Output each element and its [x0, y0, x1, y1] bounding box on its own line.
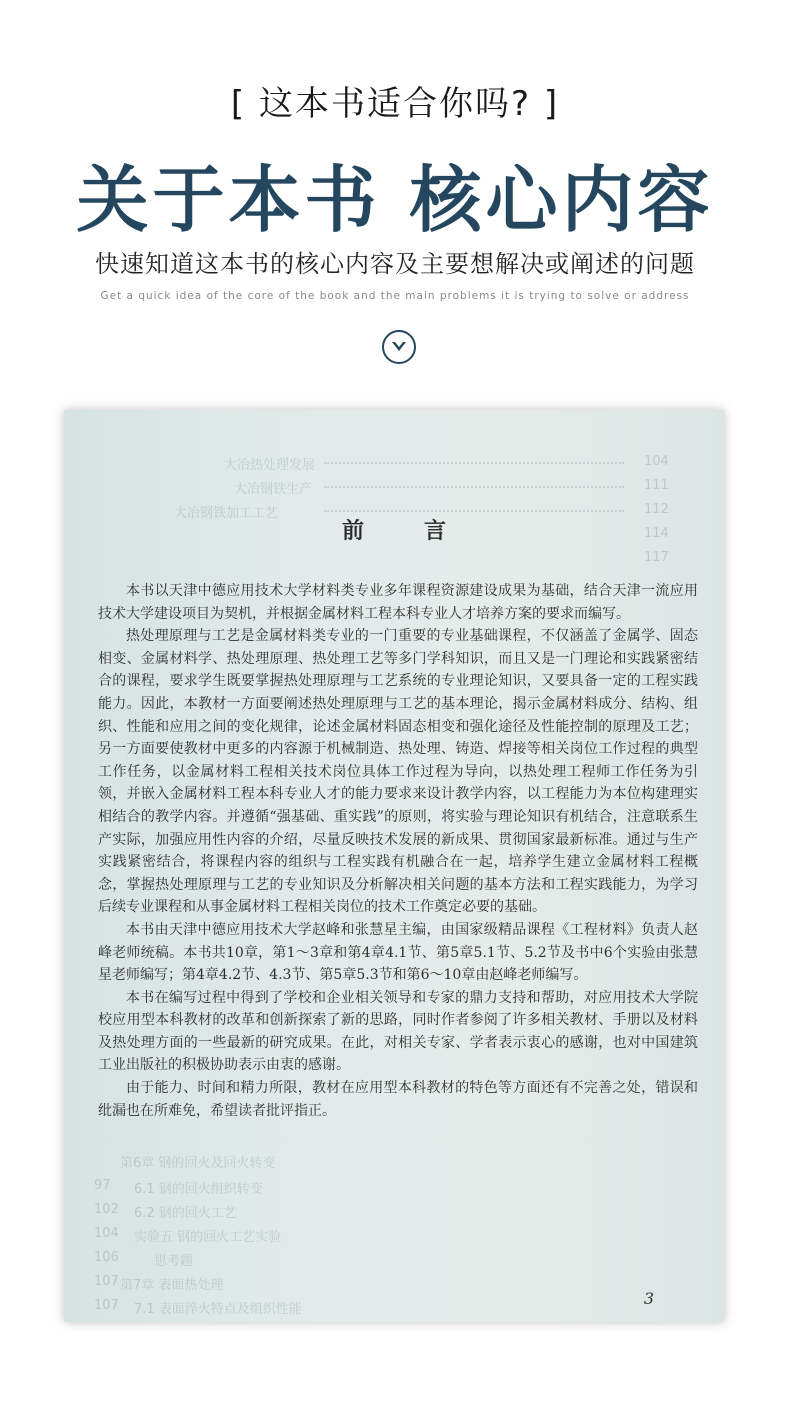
ghost-page-number: 107 — [94, 1298, 119, 1313]
chevron-down-icon — [390, 340, 408, 354]
header-section — [0, 0, 790, 400]
ghost-page-number: 112 — [644, 502, 669, 517]
ghost-page-number: 107 — [94, 1274, 119, 1289]
ghost-leader-dots — [324, 486, 624, 488]
ghost-page-number: 117 — [644, 550, 669, 565]
ghost-leader-dots — [324, 510, 624, 512]
ghost-text-line: 6.1 钢的回火组织转变 — [134, 1182, 263, 1197]
subtitle-english: Get a quick idea of the core of the book and the main problems it is trying to solve or address — [100, 290, 690, 302]
page-number: 3 — [643, 1289, 654, 1308]
preface-paragraph: 本书在编写过程中得到了学校和企业相关领导和专家的鼎力支持和帮助，对应用技术大学院校应用型本科教材的改革和创新探索了新的思路，同时作者参阅了许多相关教材、手册以及材料及热处理方面的一些最新的研究成果。在此，对相关专家、学者表示衷心的感谢，也对中国建筑工业出版社的积极协助表示由衷的感谢。 — [98, 989, 698, 1074]
ghost-text-line: 第6章 钢的回火及回火转变 — [120, 1156, 276, 1171]
ghost-page-number: 106 — [94, 1250, 119, 1265]
preface-paragraph: 本书由天津中德应用技术大学赵峰和张慧星主编，由国家级精品课程《工程材料》负责人赵峰老师统稿。本书共10章，第1～3章和第4章4.1节、第5章5.1节、5.2节及书中6个实验由张慧星老师编写；第4章4.2节、4.3节、第5章5.3节和第6～10章由赵峰老师编写。 — [98, 921, 698, 984]
ghost-text-line: 7.1 表面淬火特点及组织性能 — [134, 1302, 302, 1317]
preface-body — [98, 580, 698, 1122]
ghost-text-line: 6.2 钢的回火工艺 — [134, 1206, 237, 1221]
ghost-page-number: 111 — [644, 478, 669, 493]
ghost-page-number: 104 — [644, 454, 669, 469]
chevron-down-circle-icon[interactable] — [382, 330, 416, 364]
ghost-text-line: 大冶钢铁生产 — [234, 482, 313, 497]
preface-paragraph: 由于能力、时间和精力所限，教材在应用型本科教材的特色等方面还有不完善之处，错误和纰漏也在所难免，希望读者批评指正。 — [98, 1080, 698, 1119]
ghost-page-number: 104 — [94, 1226, 119, 1241]
main-title: 关于本书 核心内容 — [76, 157, 714, 242]
ghost-text-line: 大冶钢铁加工工艺 — [174, 506, 279, 521]
ghost-text-line: 实验五 钢的回火工艺实验 — [134, 1230, 282, 1245]
preface-paragraph: 热处理原理与工艺是金属材料类专业的一门重要的专业基础课程，不仅涵盖了金属学、固态相变、金属材料学、热处理原理、热处理工艺等多门学科知识，而且又是一门理论和实践紧密结合的课程，要求学生既要掌握热处理原理与工艺系统的专业理论知识，又要具备一定的工程实践能力。因此，本教材一方面要阐述热处理原理与工艺的基本理论，揭示金属材料成分、结构、组织、性能和应用之间的变化规律，论述金属材料固态相变和强化途径及性能控制的原理及工艺；另一方面要使教材中更多的内容源于机械制造、热处理、铸造、焊接等相关岗位工作过程的典型工作任务，以金属材料工程相关技术岗位具体工作过程为导向，以热处理工程师工作任务为引领，并嵌入金属材料工程本科专业人才的能力要求来设计教学内容，以工程能力为本位构建理实相结合的教学内容。并遵循“强基础、重实践”的原则，将实验与理论知识有机结合，注意联系生产实际，加强应用性内容的介绍，尽量反映技术发展的新成果、贯彻国家最新标准。通过与生产实践紧密结合，将课程内容的组织与工程实践有机融合在一起，培养学生建立金属材料工程概念，掌握热处理原理与工艺的专业知识及分析解决相关问题的基本方法和工程实践能力，为学习后续专业课程和从事金属材料工程相关岗位的技术工作奠定必要的基础。 — [98, 628, 698, 916]
ghost-page-number: 102 — [94, 1202, 119, 1217]
ghost-page-number: 114 — [644, 526, 669, 541]
section-tag-title: [ 这本书适合你吗? ] — [230, 84, 560, 124]
ghost-leader-dots — [324, 462, 624, 464]
ghost-text-line: 第7章 表面热处理 — [120, 1278, 224, 1293]
subtitle: 快速知道这本书的核心内容及主要想解决或阐述的问题 — [95, 250, 695, 278]
ghost-page-number: 97 — [94, 1178, 111, 1193]
preface-paragraph: 本书以天津中德应用技术大学材料类专业多年课程资源建设成果为基础，结合天津一流应用技术大学建设项目为契机，并根据金属材料工程本科专业人才培养方案的要求而编写。 — [98, 583, 698, 622]
preface-heading: 前言 — [341, 518, 506, 544]
ghost-text-line: 思考题 — [154, 1254, 194, 1269]
book-page-photo — [64, 410, 724, 1322]
ghost-text-line: 大冶热处理发展 — [224, 458, 316, 473]
